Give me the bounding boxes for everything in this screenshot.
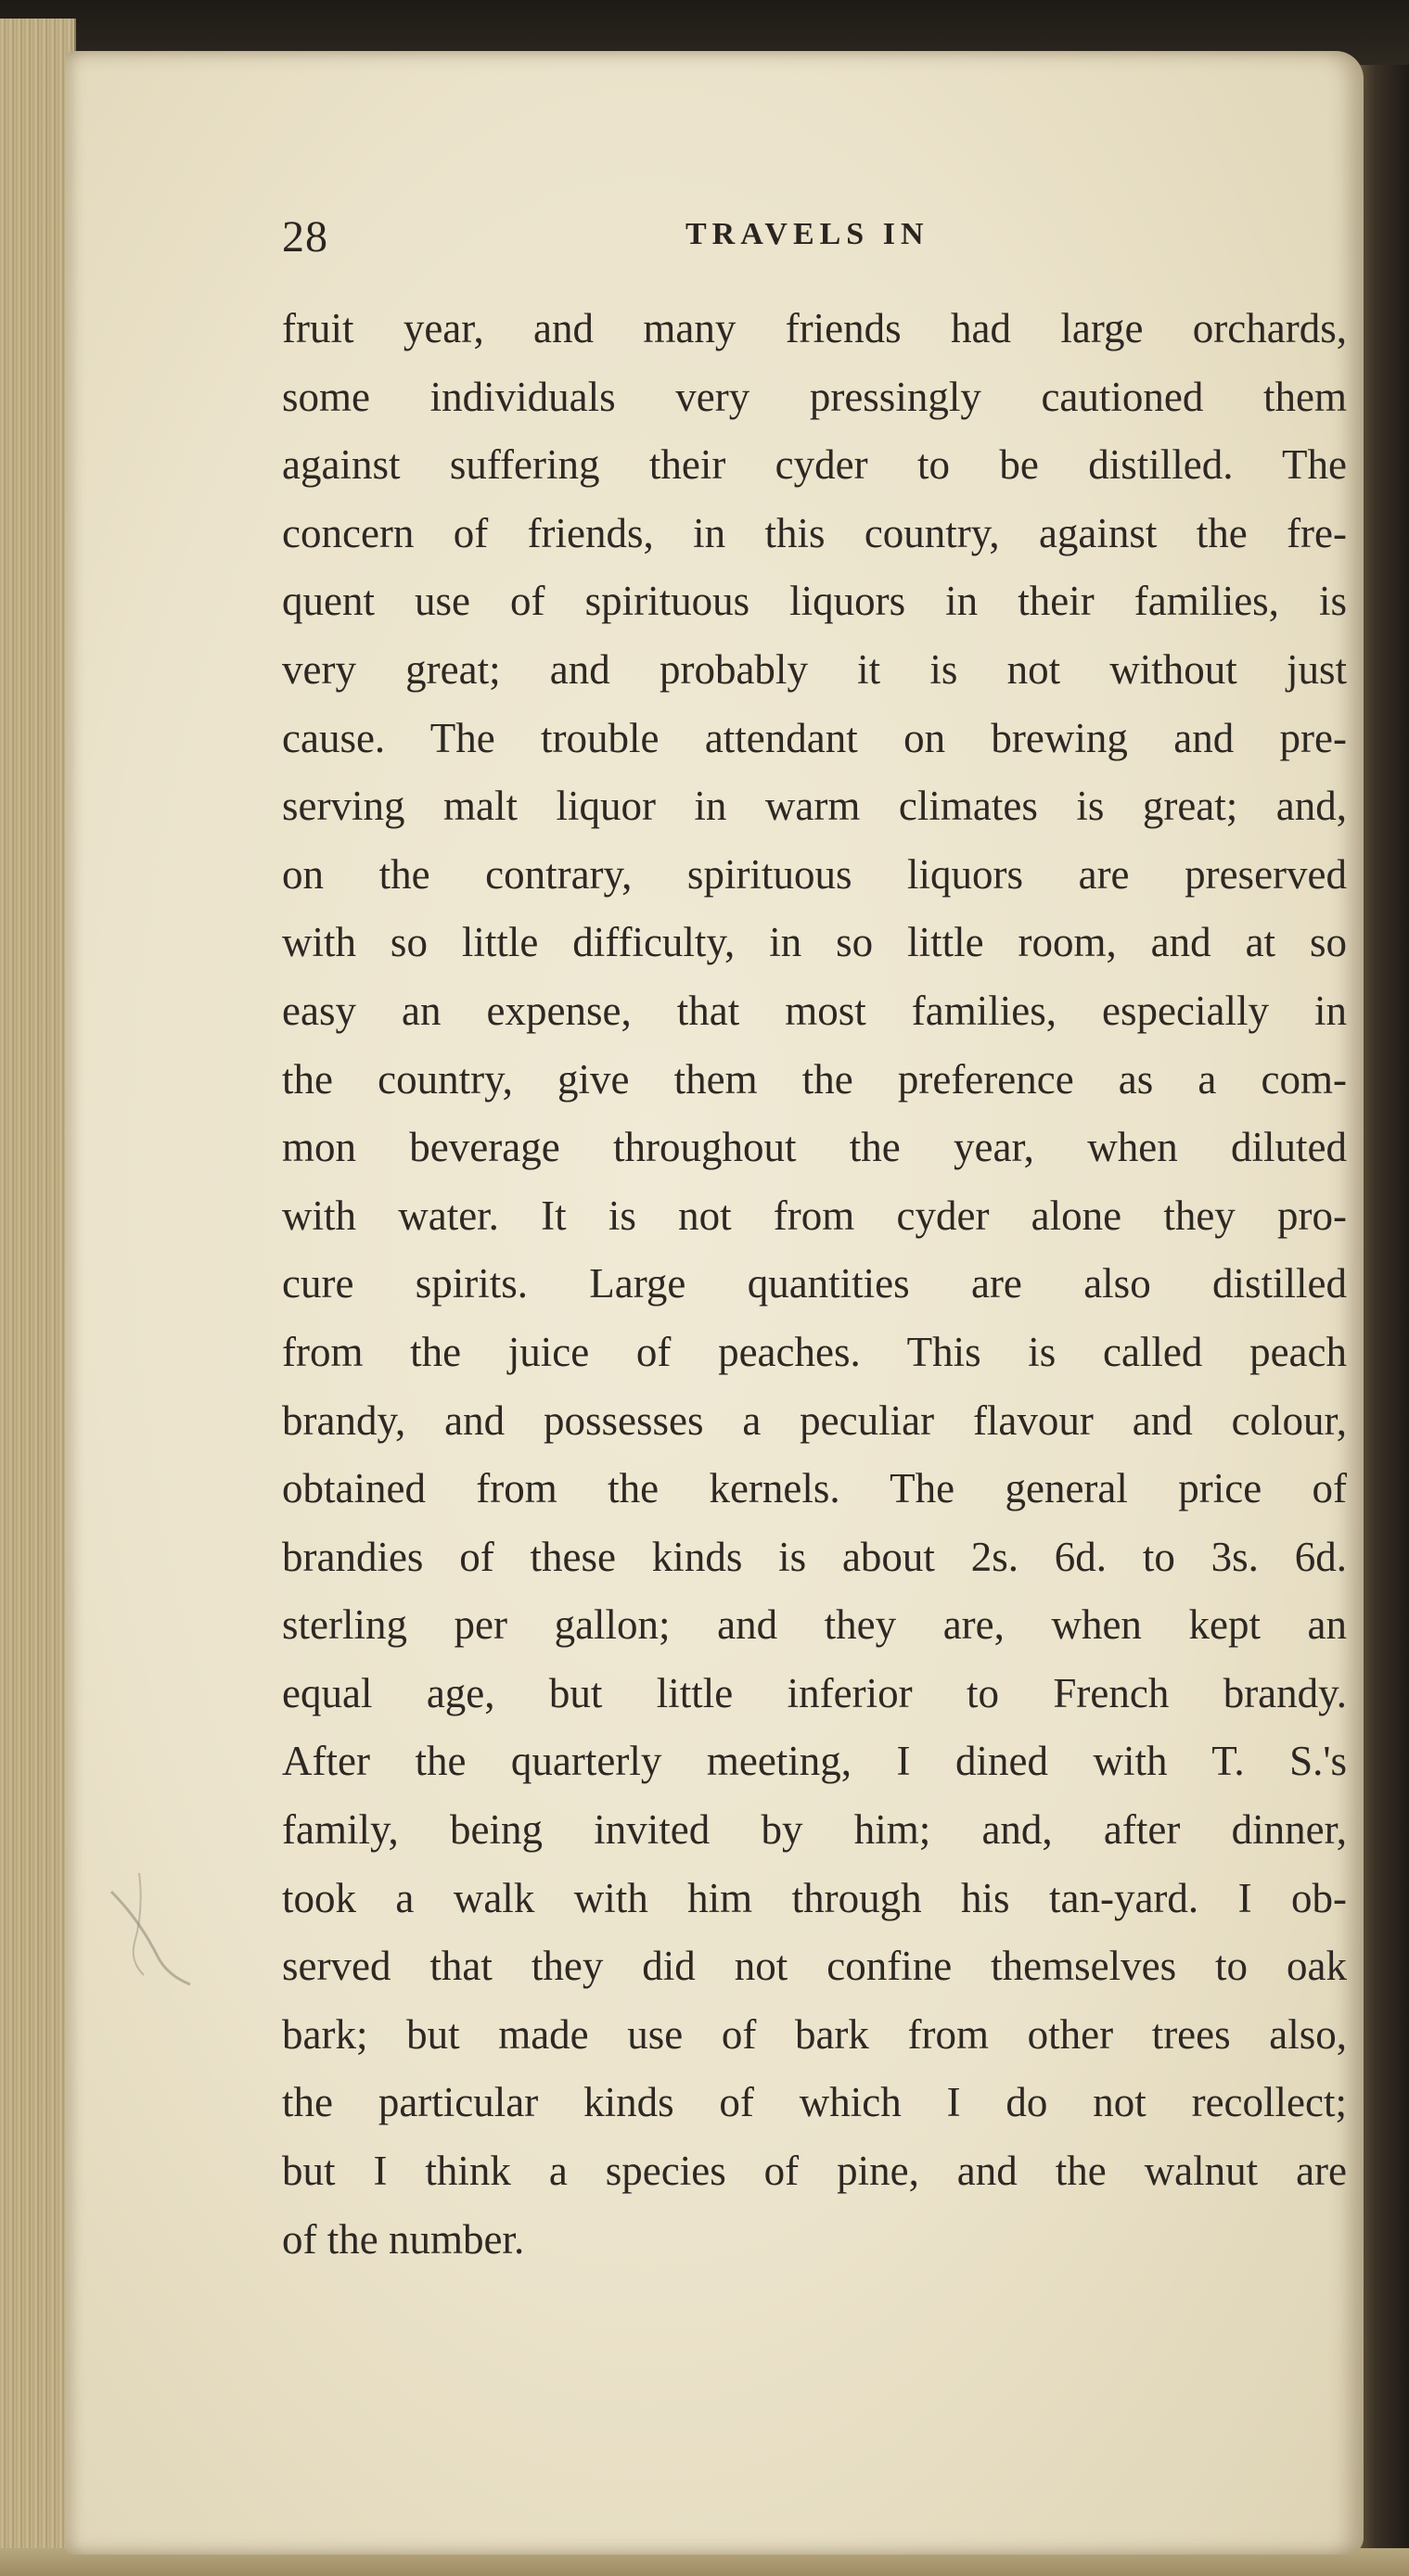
text-line: family, being invited by him; and, after dinner,: [282, 1806, 1347, 1854]
running-head-title: TRAVELS IN: [685, 217, 929, 251]
text-line: bark; but made use of bark from other trees also,: [282, 2010, 1347, 2058]
text-line: very great; and probably it is not without just: [282, 645, 1347, 693]
text-line: After the quarterly meeting, I dined with T. S.'s: [282, 1738, 1347, 1785]
text-line: served that they did not confine themselves to oak: [282, 1943, 1347, 1990]
running-head: [282, 211, 1347, 267]
text-line: mon beverage throughout the year, when diluted: [282, 1124, 1347, 1171]
text-line: against suffering their cyder to be distilled. The: [282, 441, 1347, 489]
body-text: [282, 295, 1347, 2274]
text-line: easy an expense, that most families, especially in: [282, 987, 1347, 1034]
text-line: but I think a species of pine, and the walnut are: [282, 2148, 1347, 2195]
page-number: 28: [282, 212, 328, 261]
text-line: from the juice of peaches. This is called peach: [282, 1328, 1347, 1375]
text-line: cause. The trouble attendant on brewing and pre-: [282, 714, 1347, 761]
text-line: brandies of these kinds is about 2s. 6d. to 3s. 6d.: [282, 1533, 1347, 1580]
text-line: brandy, and possesses a peculiar flavour and colour,: [282, 1396, 1347, 1444]
text-line: some individuals very pressingly cautioned them: [282, 373, 1347, 420]
text-line: with so little difficulty, in so little room, and at so: [282, 919, 1347, 966]
text-line: with water. It is not from cyder alone they pro-: [282, 1192, 1347, 1239]
text-line: of the number.: [282, 2215, 525, 2263]
text-line: on the contrary, spirituous liquors are preserved: [282, 850, 1347, 898]
text-line: fruit year, and many friends had large orchards,: [282, 305, 1347, 351]
text-line: sterling per gallon; and they are, when kept an: [282, 1601, 1347, 1649]
text-line: concern of friends, in this country, against the fre-: [282, 509, 1347, 556]
text-line: the particular kinds of which I do not recollect;: [282, 2079, 1347, 2126]
text-line: quent use of spirituous liquors in their families, is: [282, 578, 1347, 625]
text-line: serving malt liquor in warm climates is great; and,: [282, 783, 1347, 830]
pencil-margin-mark-icon: [102, 1855, 204, 1994]
text-line: cure spirits. Large quantities are also distilled: [282, 1260, 1347, 1307]
text-line: obtained from the kernels. The general price of: [282, 1465, 1347, 1512]
text-line: the country, give them the preference as a com-: [282, 1055, 1347, 1103]
text-line: took a walk with him through his tan-yard. I ob-: [282, 1874, 1347, 1921]
text-line: equal age, but little inferior to French brandy.: [282, 1669, 1347, 1716]
